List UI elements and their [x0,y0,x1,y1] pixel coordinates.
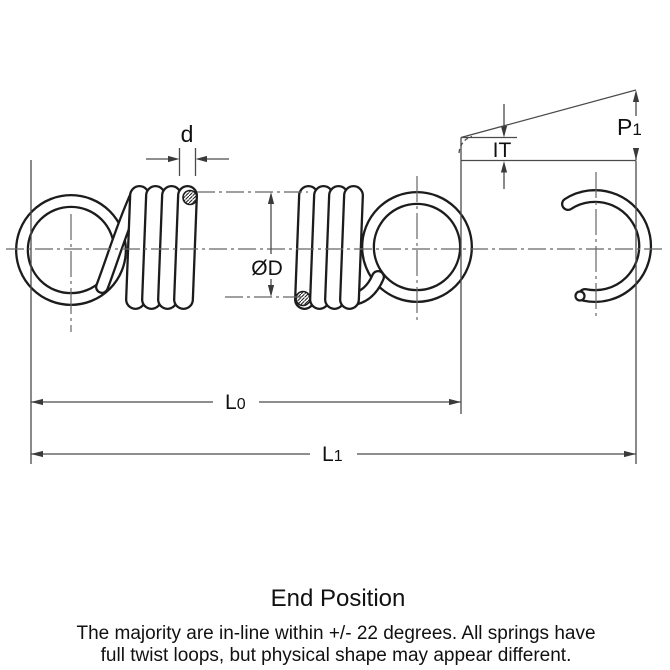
label-initial-tension: IT [492,139,512,162]
label-l1-main: L [322,443,334,466]
label-l0 [225,391,246,414]
spring-drawing [22,191,645,306]
arrowhead-down-icon [501,126,507,138]
label-wire-diameter: d [180,121,194,147]
label-p1-main: P [617,114,633,140]
arrowhead-down-icon [633,148,639,160]
dimension-it [459,104,636,189]
label-l1 [322,443,343,466]
arrowhead-right-icon [624,451,636,457]
dimension-p1 [461,90,642,160]
arrowhead-left-icon [31,399,43,405]
arrowhead-up-icon [501,161,507,173]
dimension-od [247,192,287,297]
arrowhead-up-icon [633,90,639,102]
coil-body-right [301,192,357,303]
arrowhead-up-icon [268,192,274,204]
caption-line1: The majority are in-line within +/- 22 degrees. All springs have [76,623,596,644]
slant-reference-line [461,90,636,138]
label-l1-sub: 1 [333,448,343,465]
label-outer-diameter: ØD [251,257,283,280]
label-p1-sub: 1 [632,120,642,139]
arrowhead-left-icon [31,451,43,457]
label-l0-sub: 0 [236,396,246,413]
dimension-l0 [31,391,461,414]
caption [76,585,595,666]
label-l0-main: L [225,391,237,414]
wire-cross-section-top [183,191,197,205]
dimension-d [146,121,229,176]
arrowhead-left-icon [196,156,208,162]
wire-end-curl [576,292,585,301]
arrowhead-right-icon [449,399,461,405]
arrowhead-right-icon [168,156,180,162]
caption-line2: full twist loops, but physical shape may appear different. [100,645,572,666]
caption-heading: End Position [270,585,406,612]
end-position-hook [568,196,645,300]
coil-body-left [132,192,191,303]
label-p1 [617,114,642,140]
wire-cross-section-bottom [296,292,310,306]
arrowhead-down-icon [268,285,274,297]
dimension-l1 [31,443,636,466]
